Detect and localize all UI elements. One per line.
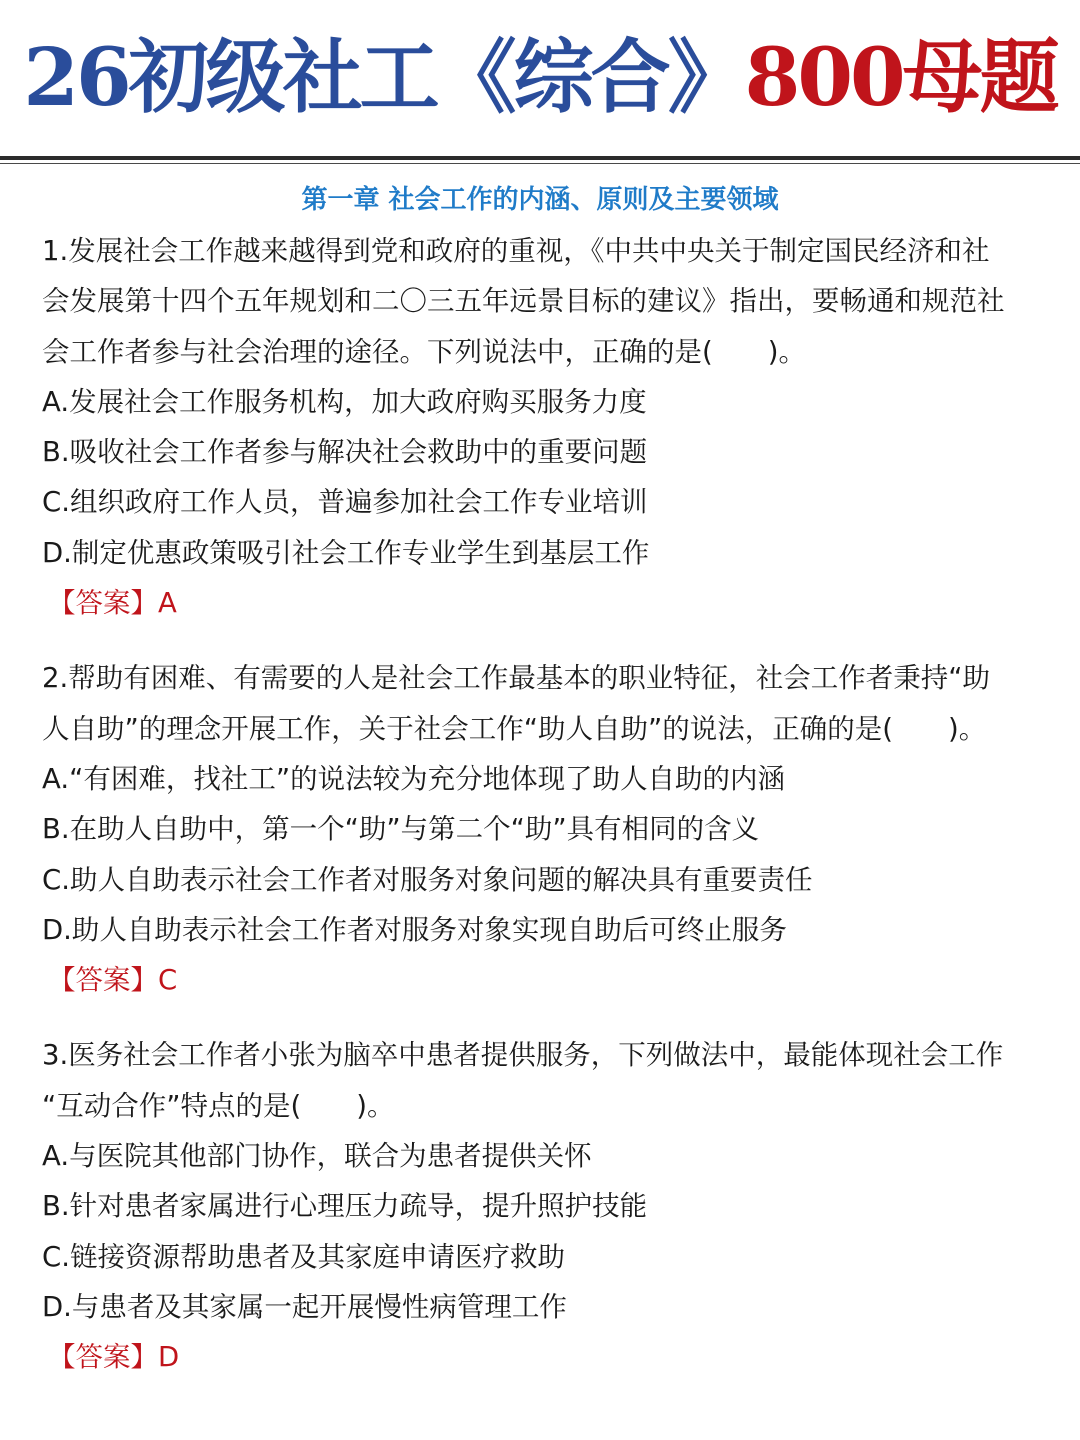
option-d: D.制定优惠政策吸引社会工作专业学生到基层工作 (42, 536, 650, 569)
question-gap (42, 628, 1038, 653)
question-gap (42, 1005, 1038, 1030)
question-stem-line: 2.帮助有困难、有需要的人是社会工作最基本的职业特征，社会工作者秉持“助 (42, 662, 990, 695)
option-c: C.组织政府工作人员，普遍参加社会工作专业培训 (42, 486, 648, 519)
option-a: A.与医院其他部门协作，联合为患者提供关怀 (42, 1140, 592, 1173)
question-stem-line: 会发展第十四个五年规划和二〇三五年远景目标的建议》指出，要畅通和规范社 (42, 285, 1005, 318)
question-block (42, 1030, 1038, 1382)
answer-label: 【答案】C (48, 964, 178, 997)
page-title (0, 22, 1080, 132)
question-stem-line: 人自助”的理念开展工作，关于社会工作“助人自助”的说法，正确的是( )。 (42, 712, 987, 745)
option-b: B.吸收社会工作者参与解决社会救助中的重要问题 (42, 436, 648, 469)
question-stem-line: 会工作者参与社会治理的途径。下列说法中，正确的是( )。 (42, 335, 806, 368)
question-stem-line: “互动合作”特点的是( )。 (42, 1089, 395, 1122)
option-c: C.助人自助表示社会工作者对服务对象问题的解决具有重要责任 (42, 863, 813, 896)
header-divider-thick (0, 156, 1080, 160)
title-exam-name: 26初级社工《综合》 (23, 30, 745, 124)
option-b: B.在助人自助中，第一个“助”与第二个“助”具有相同的含义 (42, 813, 760, 846)
question-stem-line: 3.医务社会工作者小张为脑卒中患者提供服务，下列做法中，最能体现社会工作 (42, 1039, 1004, 1072)
option-b: B.针对患者家属进行心理压力疏导，提升照护技能 (42, 1190, 648, 1223)
option-a: A.发展社会工作服务机构，加大政府购买服务力度 (42, 385, 647, 418)
answer-label: 【答案】D (48, 1341, 180, 1374)
header-divider-thin (0, 163, 1080, 164)
option-d: D.与患者及其家属一起开展慢性病管理工作 (42, 1290, 567, 1323)
option-d: D.助人自助表示社会工作者对服务对象实现自助后可终止服务 (42, 913, 787, 946)
question-stem-line: 1.发展社会工作越来越得到党和政府的重视，《中共中央关于制定国民经济和社 (42, 235, 990, 267)
question-block (42, 653, 1038, 1005)
answer-label: 【答案】A (48, 587, 177, 620)
question-list (42, 226, 1038, 1383)
chapter-heading: 第一章 社会工作的内涵、原则及主要领域 (301, 185, 779, 215)
option-a: A.“有困难，找社工”的说法较为充分地体现了助人自助的内涵 (42, 762, 786, 795)
page-header (0, 0, 1080, 150)
option-c: C.链接资源帮助患者及其家庭申请医疗救助 (42, 1240, 565, 1273)
title-question-count: 800母题 (744, 30, 1057, 124)
question-block (42, 226, 1038, 628)
